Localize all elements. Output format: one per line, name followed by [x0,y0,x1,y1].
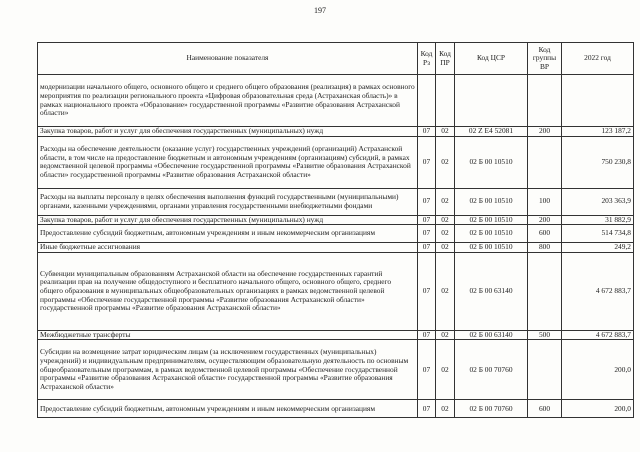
row-rz [418,75,436,127]
row-amount: 750 230,8 [562,136,634,188]
row-rz: 07 [418,252,436,330]
row-rz: 07 [418,225,436,243]
row-csr [455,75,528,127]
page-number: 197 [314,6,326,15]
row-vr: 800 [528,243,562,253]
row-csr: 02 Б 00 10510 [455,225,528,243]
row-pr: 02 [436,243,455,253]
row-pr: 02 [436,127,455,137]
row-name: Межбюджетные трансферты [38,330,418,340]
row-amount: 4 672 883,7 [562,252,634,330]
row-csr: 02 Z E4 52081 [455,127,528,137]
row-pr: 02 [436,215,455,225]
row-csr: 02 Б 00 70760 [455,340,528,400]
header-name: Наименование показателя [38,43,418,75]
row-vr: 100 [528,188,562,215]
budget-table [37,42,634,418]
row-rz: 07 [418,215,436,225]
table-row [38,243,634,253]
row-rz: 07 [418,136,436,188]
table-row [38,188,634,215]
row-pr: 02 [436,136,455,188]
row-csr: 02 Б 00 70760 [455,400,528,418]
row-pr: 02 [436,400,455,418]
table-row [38,225,634,243]
table-row [38,252,634,330]
row-csr: 02 Б 00 63140 [455,330,528,340]
table-header-row [38,43,634,75]
row-pr [436,75,455,127]
row-vr [528,340,562,400]
row-vr [528,252,562,330]
row-name: Предоставление субсидий бюджетным, автономным учреждениям и иным некоммерческим организациям [38,225,418,243]
table-row [38,400,634,418]
row-rz: 07 [418,243,436,253]
row-rz: 07 [418,330,436,340]
row-vr: 500 [528,330,562,340]
header-vr: Код группы ВР [528,43,562,75]
table-row [38,75,634,127]
row-rz: 07 [418,400,436,418]
row-csr: 02 Б 00 10510 [455,188,528,215]
row-name: Расходы на обеспечение деятельности (оказание услуг) государственных учреждений (организаций) Астраханской области, в том числе на предоставление бюджетным и автономным учреждениям (организациям) субсидий, в рамках ведомственной целевой программы «Обеспечение государственной программы «Развитие образования Астраханской области» государственной программы «Развитие образования Астраханской области» [38,136,418,188]
row-amount: 200,0 [562,400,634,418]
row-pr: 02 [436,188,455,215]
row-rz: 07 [418,188,436,215]
row-vr: 600 [528,400,562,418]
row-amount: 514 734,8 [562,225,634,243]
row-rz: 07 [418,127,436,137]
row-name: Иные бюджетные ассигнования [38,243,418,253]
row-name: Закупка товаров, работ и услуг для обеспечения государственных (муниципальных) нужд [38,127,418,137]
row-name: Предоставление субсидий бюджетным, автономным учреждениям и иным некоммерческим организациям [38,400,418,418]
row-name: модернизации начального общего, основного общего и среднего общего образования (реализация) в рамках основного мероприятия по реализации регионального проекта «Цифровая образовательная среда (Астраханская область)» в рамках национального проекта «Образование» государственной программы «Развитие образования Астраханской области» [38,75,418,127]
row-amount: 200,0 [562,340,634,400]
row-vr: 600 [528,225,562,243]
row-amount: 203 363,9 [562,188,634,215]
header-year: 2022 год [562,43,634,75]
row-name: Субсидии на возмещение затрат юридическим лицам (за исключением государственных (муниципальных) учреждений) и индивидуальным предпринимателям, осуществляющим образовательную деятельность по основным общеобразовательным программам, в рамках ведомственной целевой программы «Обеспечение государственной программы «Развитие образования Астраханской области» государственной программы «Развитие образования Астраханской области» [38,340,418,400]
header-csr: Код ЦСР [455,43,528,75]
row-pr: 02 [436,330,455,340]
row-csr: 02 Б 00 10510 [455,243,528,253]
header-rz: Код Рз [418,43,436,75]
table-row [38,340,634,400]
header-pr: Код ПР [436,43,455,75]
row-amount: 4 672 883,7 [562,330,634,340]
row-amount: 31 882,9 [562,215,634,225]
row-amount: 123 187,2 [562,127,634,137]
table-row [38,330,634,340]
row-pr: 02 [436,252,455,330]
table-row [38,215,634,225]
row-vr [528,136,562,188]
row-vr: 200 [528,127,562,137]
row-pr: 02 [436,340,455,400]
row-csr: 02 Б 00 10510 [455,136,528,188]
row-csr: 02 Б 00 10510 [455,215,528,225]
table-row [38,127,634,137]
row-csr: 02 Б 00 63140 [455,252,528,330]
row-vr [528,75,562,127]
table-row [38,136,634,188]
row-rz: 07 [418,340,436,400]
row-pr: 02 [436,225,455,243]
row-vr: 200 [528,215,562,225]
row-amount [562,75,634,127]
row-name: Расходы на выплаты персоналу в целях обеспечения выполнения функций государственными (муниципальными) органами, казенными учреждениями, органами управления государственными внебюджетными фондами [38,188,418,215]
row-name: Субвенции муниципальным образованиям Астраханской области на обеспечение государственных гарантий реализации прав на получение общедоступного и бесплатного начального общего, основного общего, среднего общего образования в муниципальных общеобразовательных организациях в рамках ведомственной целевой программы «Обеспечение государственной программы «Развитие образования Астраханской области» государственной программы «Развитие образования Астраханской области» [38,252,418,330]
row-name: Закупка товаров, работ и услуг для обеспечения государственных (муниципальных) нужд [38,215,418,225]
row-amount: 249,2 [562,243,634,253]
